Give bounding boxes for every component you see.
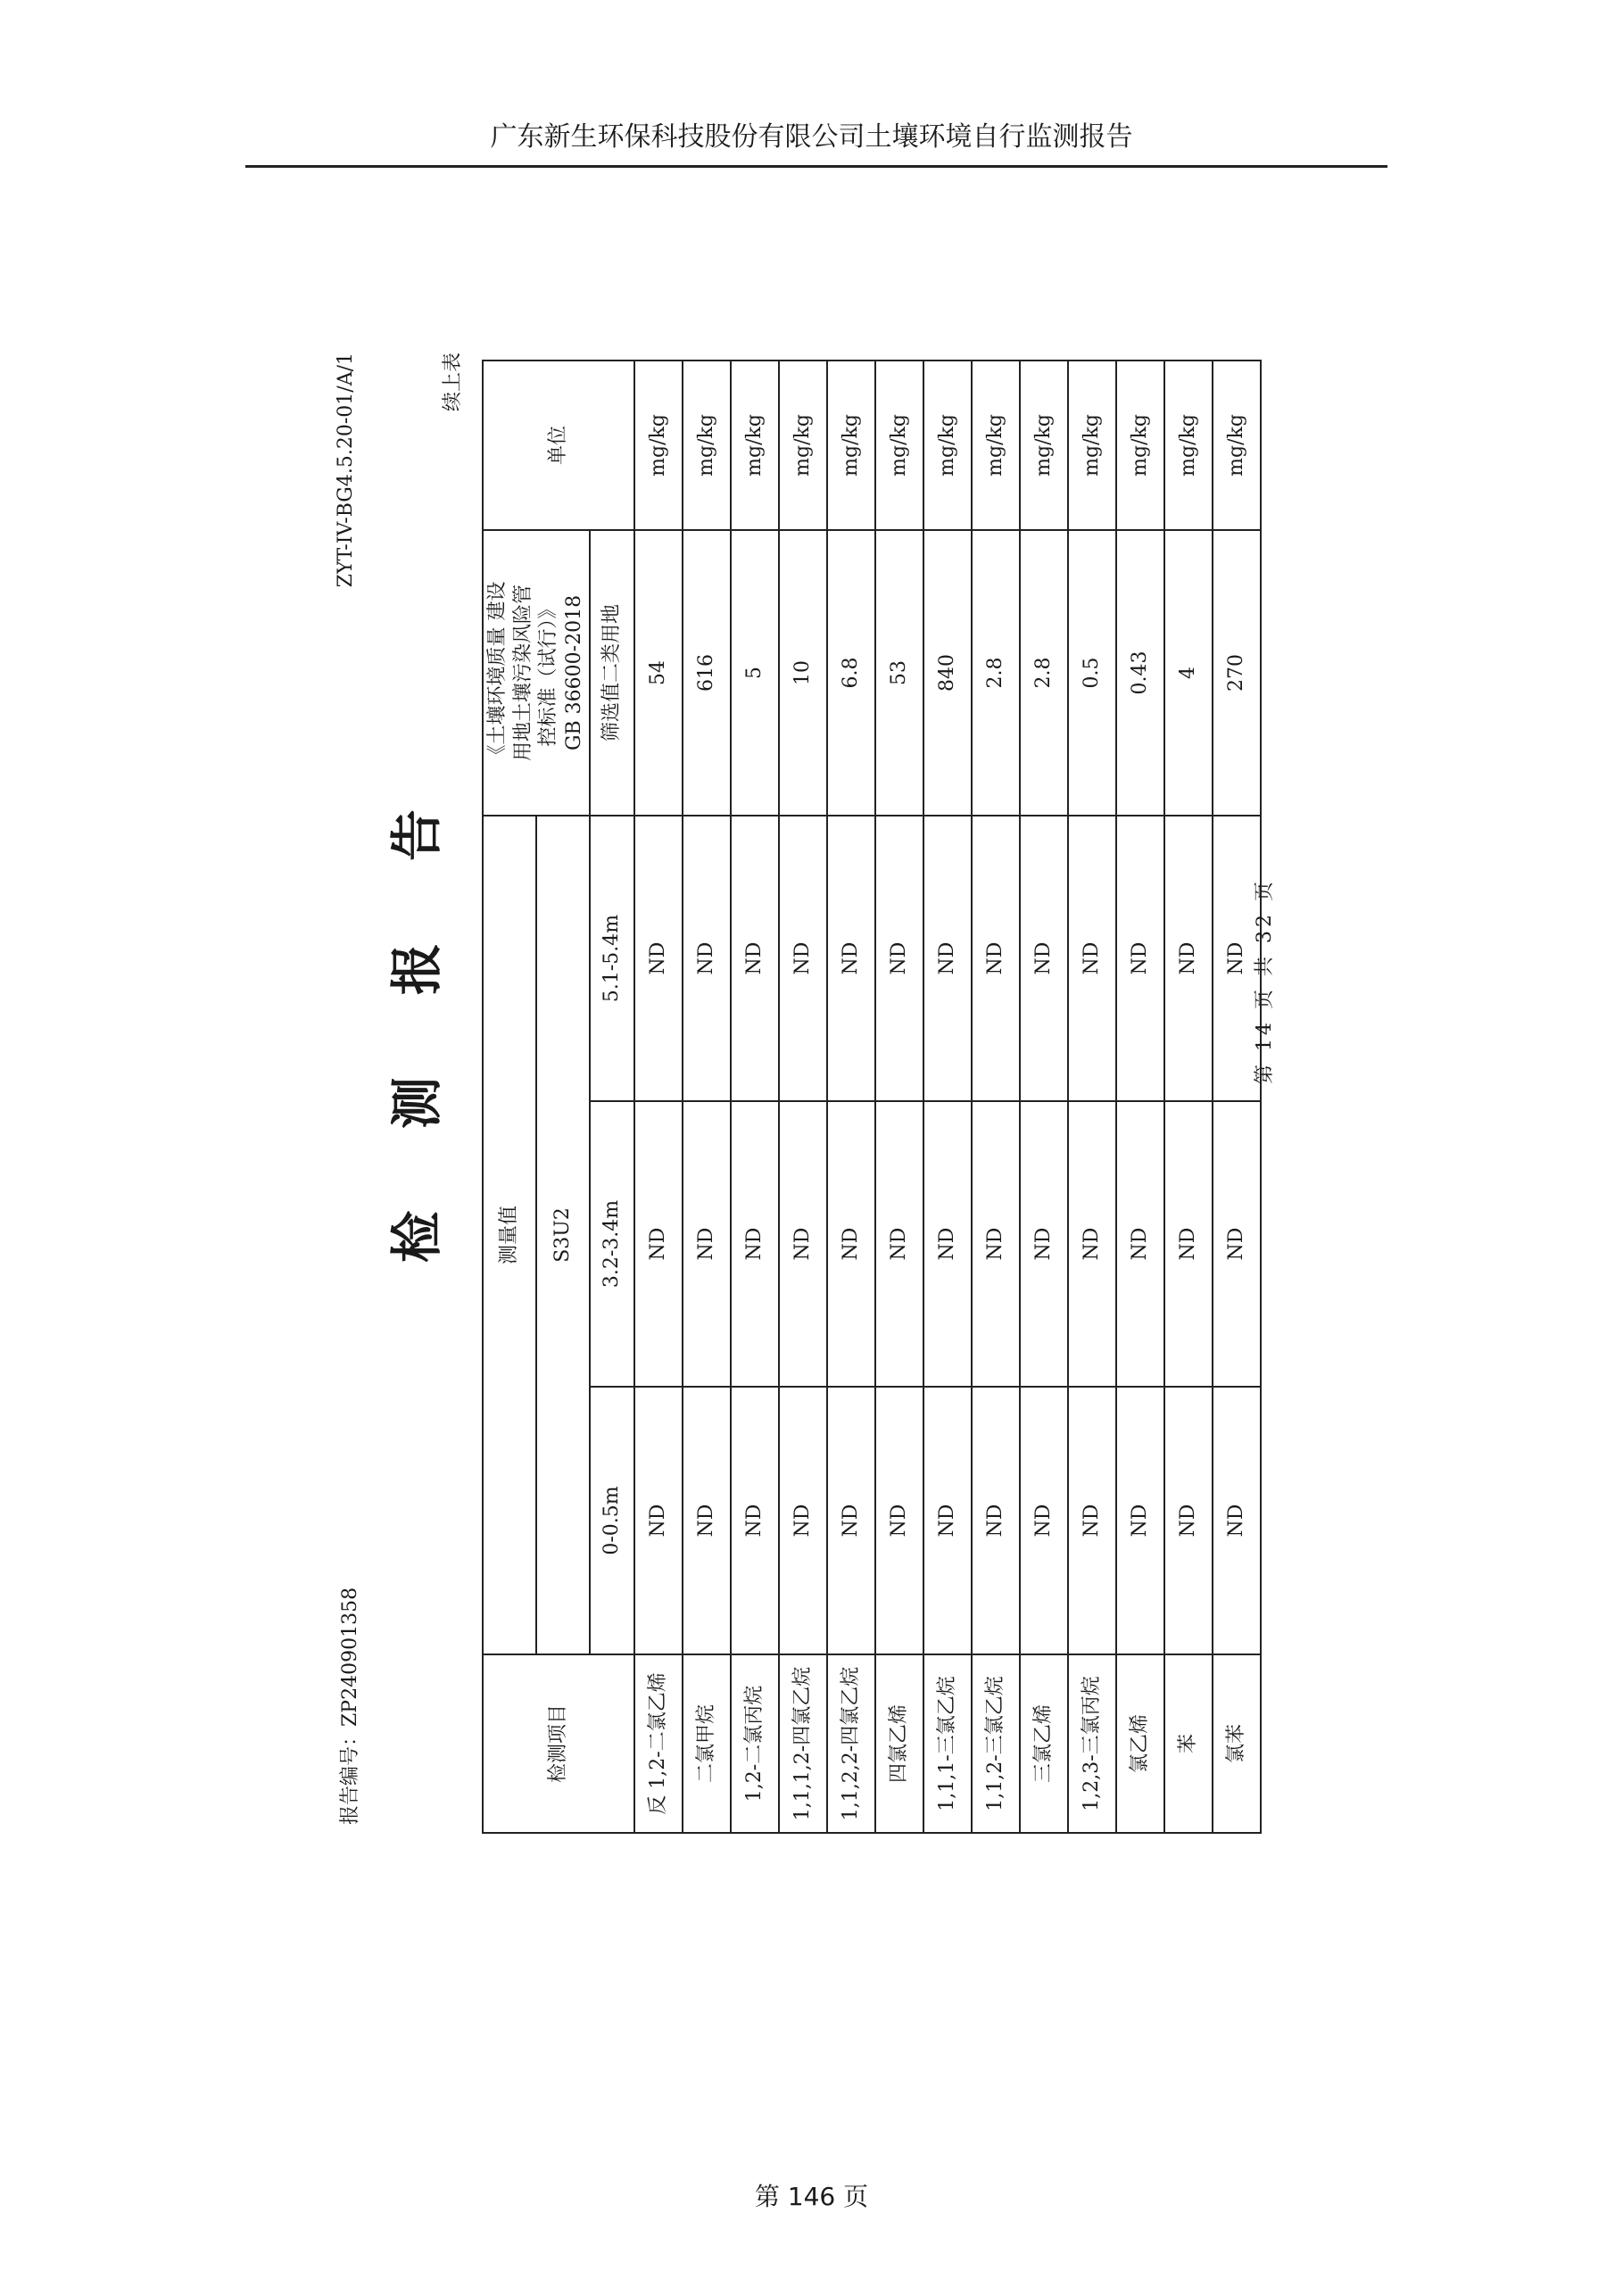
results-table-body: [483, 361, 1261, 1833]
cell-std: 54: [634, 530, 683, 816]
cell-v1: ND: [923, 1387, 972, 1654]
cell-unit: mg/kg: [1164, 361, 1213, 530]
table-row: [1116, 361, 1164, 1833]
cell-v1: ND: [1020, 1387, 1068, 1654]
cell-std: 616: [683, 530, 731, 816]
table-row: [731, 361, 779, 1833]
table-row: [827, 361, 875, 1833]
cell-v2: ND: [827, 1101, 875, 1387]
sheet-page-mark: 第 14 页 共 32 页: [1254, 878, 1276, 1084]
standard-line-1: 《土壤环境质量 建设: [486, 581, 509, 765]
cell-v3: ND: [779, 816, 827, 1101]
header-rule: [245, 165, 1387, 168]
cell-v3: ND: [1068, 816, 1116, 1101]
cell-v1: ND: [1213, 1387, 1261, 1654]
table-row: [779, 361, 827, 1833]
header-row: [590, 361, 634, 1833]
cell-item: 三氯乙烯: [1020, 1654, 1068, 1833]
header-point: S3U2: [536, 816, 590, 1654]
cell-unit: mg/kg: [875, 361, 923, 530]
header-item: 检测项目: [483, 1654, 634, 1833]
table-row: [1020, 361, 1068, 1833]
cell-v2: ND: [1020, 1101, 1068, 1387]
table-row: [1068, 361, 1116, 1833]
table-row: [634, 361, 683, 1833]
cell-item: 1,1,1-三氯乙烷: [923, 1654, 972, 1833]
cell-unit: mg/kg: [634, 361, 683, 530]
header-depth-1: 0-0.5m: [590, 1387, 634, 1654]
cell-v3: ND: [1116, 816, 1164, 1101]
cell-v2: ND: [634, 1101, 683, 1387]
cell-item: 苯: [1164, 1654, 1213, 1833]
table-row: [923, 361, 972, 1833]
report-number: 报告编号：ZP240901358: [339, 1587, 361, 1825]
table-row: [683, 361, 731, 1833]
cell-std: 53: [875, 530, 923, 816]
cell-v1: ND: [875, 1387, 923, 1654]
page-footer: 第 146 页: [754, 2182, 869, 2211]
cell-unit: mg/kg: [1068, 361, 1116, 530]
cell-std: 2.8: [972, 530, 1020, 816]
cell-v3: ND: [972, 816, 1020, 1101]
cell-v3: ND: [1164, 816, 1213, 1101]
header-unit: 单位: [483, 361, 634, 530]
cell-v2: ND: [972, 1101, 1020, 1387]
standard-line-4: GB 36600-2018: [562, 594, 585, 751]
cell-v1: ND: [1068, 1387, 1116, 1654]
cell-std: 270: [1213, 530, 1261, 816]
header-standard: [483, 530, 590, 816]
cell-item: 1,1,2,2-四氯乙烷: [827, 1654, 875, 1833]
cell-v3: ND: [1020, 816, 1068, 1101]
cell-item: 1,2-二氯丙烷: [731, 1654, 779, 1833]
cell-unit: mg/kg: [1213, 361, 1261, 530]
cell-std: 6.8: [827, 530, 875, 816]
report-title: 检测报告: [386, 726, 447, 1263]
cell-unit: mg/kg: [923, 361, 972, 530]
cell-v3: ND: [683, 816, 731, 1101]
cell-unit: mg/kg: [1116, 361, 1164, 530]
cell-v2: ND: [923, 1101, 972, 1387]
standard-line-3: 控标准（试行）》: [537, 599, 560, 747]
cell-std: 840: [923, 530, 972, 816]
cell-item: 1,1,1,2-四氯乙烷: [779, 1654, 827, 1833]
header-depth-3: 5.1-5.4m: [590, 816, 634, 1101]
header-depth-2: 3.2-3.4m: [590, 1101, 634, 1387]
cell-v3: ND: [634, 816, 683, 1101]
form-code: ZYT-IV-BG4.5.20-01/A/1: [335, 352, 357, 588]
cell-unit: mg/kg: [683, 361, 731, 530]
cell-std: 0.5: [1068, 530, 1116, 816]
cell-v2: ND: [1164, 1101, 1213, 1387]
table-row: [1164, 361, 1213, 1833]
page-header: 广东新生环保科技股份有限公司土壤环境自行监测报告: [490, 121, 1133, 153]
cell-v3: ND: [923, 816, 972, 1101]
cell-v2: ND: [683, 1101, 731, 1387]
cell-v1: ND: [731, 1387, 779, 1654]
cell-v2: ND: [1068, 1101, 1116, 1387]
cell-unit: mg/kg: [827, 361, 875, 530]
cell-v1: ND: [972, 1387, 1020, 1654]
header-standard-sub: 筛选值二类用地: [590, 530, 634, 816]
cell-v3: ND: [827, 816, 875, 1101]
cell-std: 0.43: [1116, 530, 1164, 816]
continued-label: 续上表: [442, 352, 464, 412]
standard-line-2: 用地土壤污染风险管: [511, 584, 534, 761]
cell-v2: ND: [731, 1101, 779, 1387]
cell-item: 1,2,3-三氯丙烷: [1068, 1654, 1116, 1833]
cell-std: 4: [1164, 530, 1213, 816]
cell-unit: mg/kg: [972, 361, 1020, 530]
rotated-report-sheet: [259, 326, 1374, 1834]
results-table: [482, 360, 1262, 1834]
cell-unit: mg/kg: [1020, 361, 1068, 530]
cell-unit: mg/kg: [731, 361, 779, 530]
cell-item: 反 1,2-二氯乙烯: [634, 1654, 683, 1833]
cell-item: 1,1,2-三氯乙烷: [972, 1654, 1020, 1833]
cell-v2: ND: [779, 1101, 827, 1387]
table-row: [972, 361, 1020, 1833]
cell-v3: ND: [1213, 816, 1261, 1101]
cell-std: 5: [731, 530, 779, 816]
cell-unit: mg/kg: [779, 361, 827, 530]
cell-v1: ND: [779, 1387, 827, 1654]
header-measured: 测量值: [483, 816, 536, 1654]
cell-std: 2.8: [1020, 530, 1068, 816]
cell-item: 氯乙烯: [1116, 1654, 1164, 1833]
cell-item: 四氯乙烯: [875, 1654, 923, 1833]
cell-v3: ND: [875, 816, 923, 1101]
cell-v1: ND: [827, 1387, 875, 1654]
cell-std: 10: [779, 530, 827, 816]
cell-v2: ND: [1213, 1101, 1261, 1387]
cell-v1: ND: [683, 1387, 731, 1654]
cell-v2: ND: [875, 1101, 923, 1387]
table-row: [875, 361, 923, 1833]
cell-item: 二氯甲烷: [683, 1654, 731, 1833]
cell-v1: ND: [634, 1387, 683, 1654]
cell-v2: ND: [1116, 1101, 1164, 1387]
header-row: [483, 361, 536, 1833]
cell-v3: ND: [731, 816, 779, 1101]
cell-v1: ND: [1116, 1387, 1164, 1654]
table-row: [1213, 361, 1261, 1833]
cell-item: 氯苯: [1213, 1654, 1261, 1833]
cell-v1: ND: [1164, 1387, 1213, 1654]
